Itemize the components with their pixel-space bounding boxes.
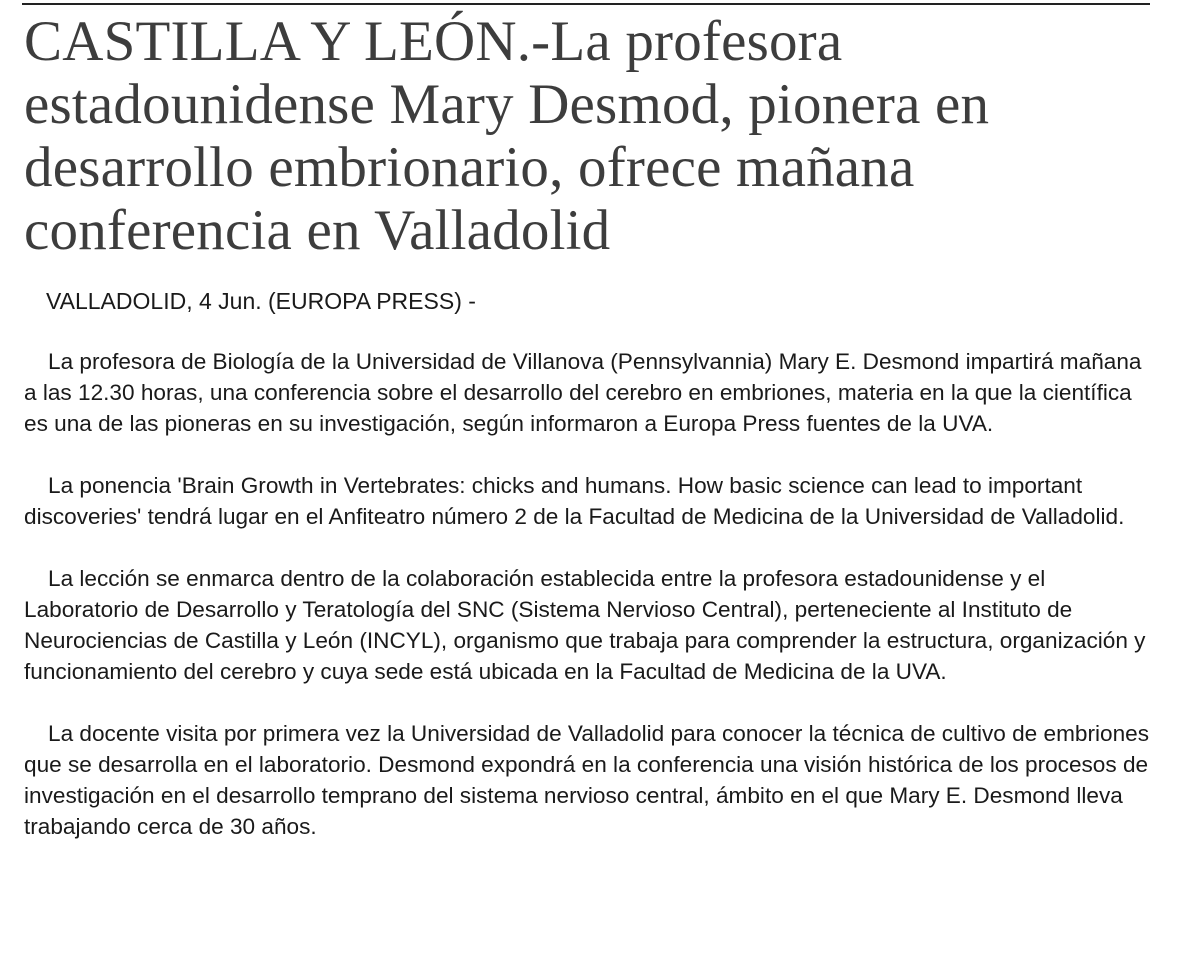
body-paragraph: La ponencia 'Brain Growth in Vertebrates: chicks and humans. How basic science can lead to important discoveries' tendrá lugar en el Anfiteatro número 2 de la Facultad de Medicina de la Universidad de Valladolid. [24, 473, 1125, 529]
dateline: VALLADOLID, 4 Jun. (EUROPA PRESS) - [46, 288, 476, 314]
body-paragraph: La profesora de Biología de la Universidad de Villanova (Pennsylvannia) Mary E. Desmond impartirá mañana a las 12.30 horas, una conferencia sobre el desarrollo del cerebro en embriones, materia en la que la científica es una de las pioneras en su investigación, según informaron a Europa Press fuentes de la UVA. [24, 349, 1142, 436]
headline: CASTILLA Y LEÓN.-La profesora estadounidense Mary Desmod, pionera en desarrollo embrionario, ofrece mañana conferencia en Valladolid [24, 10, 990, 262]
body-paragraph: La lección se enmarca dentro de la colaboración establecida entre la profesora estadounidense y el Laboratorio de Desarrollo y Teratología del SNC (Sistema Nervioso Central), perteneciente al Instituto de Neurociencias de Castilla y León (INCYL), organismo que trabaja para comprender la estructura, organización y funcionamiento del cerebro y cuya sede está ubicada en la Facultad de Medicina de la UVA. [24, 566, 1146, 684]
body-paragraph: La docente visita por primera vez la Universidad de Valladolid para conocer la técnica de cultivo de embriones que se desarrolla en el laboratorio. Desmond expondrá en la conferencia una visión histórica de los procesos de investigación en el desarrollo temprano del sistema nervioso central, ámbito en el que Mary E. Desmond lleva trabajando cerca de 30 años. [24, 721, 1150, 839]
top-rule [22, 3, 1150, 5]
article-body [24, 346, 1159, 842]
